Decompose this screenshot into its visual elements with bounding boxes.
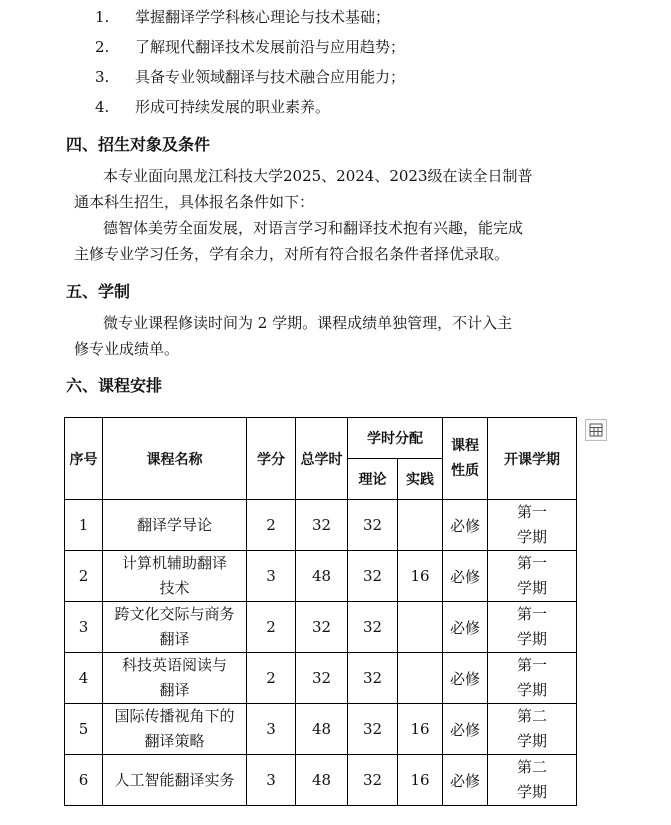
course-name-line: 翻译 xyxy=(159,630,190,648)
term-line: 第一 xyxy=(516,503,547,521)
cell-credit: 2 xyxy=(247,500,296,551)
header-nature-line: 性质 xyxy=(451,462,479,479)
cell-total-hours: 48 xyxy=(296,704,348,755)
cell-total-hours: 32 xyxy=(296,653,348,704)
duration-text-line: 微专业课程修读时间为 2 学期。课程成绩单独管理，不计入主 xyxy=(103,314,513,332)
admission-text-line: 本专业面向黑龙江科技大学2025、2024、2023级在读全日制普 xyxy=(103,167,533,185)
term-line: 学期 xyxy=(516,528,547,546)
course-name-line: 人工智能翻译实务 xyxy=(114,770,235,789)
goal-number: 1. xyxy=(95,8,110,26)
term-line: 第二 xyxy=(516,707,547,725)
goal-item xyxy=(95,97,330,117)
goal-item xyxy=(95,67,405,87)
cell-course-name xyxy=(103,500,247,551)
cell-nature: 必修 xyxy=(443,500,488,551)
cell-theory: 32 xyxy=(348,653,398,704)
cell-total-hours: 48 xyxy=(296,755,348,806)
goal-number: 4. xyxy=(95,98,110,116)
cell-credit: 2 xyxy=(247,602,296,653)
header-theory: 理论 xyxy=(348,459,398,500)
cell-term xyxy=(488,653,577,704)
cell-practice: 16 xyxy=(398,755,443,806)
cell-nature: 必修 xyxy=(443,602,488,653)
term-line: 学期 xyxy=(516,630,547,648)
table-row xyxy=(65,704,577,755)
table-row xyxy=(65,755,577,806)
goal-text: 具备专业领域翻译与技术融合应用能力； xyxy=(135,68,406,86)
cell-theory: 32 xyxy=(348,500,398,551)
course-table xyxy=(64,417,577,806)
duration-text-line: 修专业成绩单。 xyxy=(74,340,180,358)
cell-nature: 必修 xyxy=(443,755,488,806)
admission-text-line: 德智体美劳全面发展，对语言学习和翻译技术抱有兴趣，能完成 xyxy=(103,219,524,237)
header-total-hours: 总学时 xyxy=(296,418,348,500)
term-line: 第一 xyxy=(516,656,547,674)
header-practice: 实践 xyxy=(398,459,443,500)
cell-course-name xyxy=(103,755,247,806)
section-heading-duration: 五、学制 xyxy=(66,282,131,301)
cell-theory: 32 xyxy=(348,704,398,755)
course-name-line: 技术 xyxy=(159,579,190,597)
cell-credit: 3 xyxy=(247,551,296,602)
header-hours-distribution: 学时分配 xyxy=(348,418,443,459)
header-credit: 学分 xyxy=(247,418,296,500)
cell-credit: 2 xyxy=(247,653,296,704)
section-heading-admission: 四、招生对象及条件 xyxy=(66,135,211,154)
table-row xyxy=(65,602,577,653)
cell-no: 2 xyxy=(65,551,103,602)
table-row xyxy=(65,500,577,551)
term-line: 学期 xyxy=(516,732,547,750)
course-name-line: 跨文化交际与商务 xyxy=(114,605,235,623)
goal-text: 了解现代翻译技术发展前沿与应用趋势； xyxy=(135,38,406,56)
cell-credit: 3 xyxy=(247,755,296,806)
header-term: 开课学期 xyxy=(488,418,577,500)
course-name-line: 翻译学导论 xyxy=(136,515,212,534)
cell-term xyxy=(488,551,577,602)
goal-item xyxy=(95,37,405,57)
goal-number: 2. xyxy=(95,38,110,56)
term-line: 学期 xyxy=(516,681,547,699)
cell-no: 6 xyxy=(65,755,103,806)
cell-term xyxy=(488,500,577,551)
cell-practice: 16 xyxy=(398,551,443,602)
cell-no: 4 xyxy=(65,653,103,704)
course-name-line: 翻译 xyxy=(159,681,190,699)
goal-text: 形成可持续发展的职业素养。 xyxy=(135,98,331,116)
cell-course-name xyxy=(103,551,247,602)
cell-course-name xyxy=(103,602,247,653)
cell-nature: 必修 xyxy=(443,653,488,704)
section-heading-courses: 六、课程安排 xyxy=(66,376,163,395)
cell-theory: 32 xyxy=(348,551,398,602)
header-no: 序号 xyxy=(65,418,103,500)
table-row xyxy=(65,653,577,704)
cell-course-name xyxy=(103,704,247,755)
term-line: 学期 xyxy=(516,783,547,801)
table-row xyxy=(65,551,577,602)
cell-nature: 必修 xyxy=(443,551,488,602)
term-line: 第一 xyxy=(516,554,547,572)
cell-credit: 3 xyxy=(247,704,296,755)
cell-theory: 32 xyxy=(348,755,398,806)
header-nature-line: 课程 xyxy=(451,437,479,454)
header-course-nature xyxy=(443,418,488,500)
cell-term xyxy=(488,704,577,755)
admission-text-line: 主修专业学习任务，学有余力，对所有符合报名条件者择优录取。 xyxy=(74,245,510,263)
cell-total-hours: 48 xyxy=(296,551,348,602)
cell-no: 1 xyxy=(65,500,103,551)
cell-theory: 32 xyxy=(348,602,398,653)
cell-practice xyxy=(398,653,443,704)
goal-item xyxy=(95,7,390,27)
cell-no: 5 xyxy=(65,704,103,755)
cell-term xyxy=(488,602,577,653)
course-name-line: 计算机辅助翻译 xyxy=(121,554,227,572)
cell-total-hours: 32 xyxy=(296,500,348,551)
goal-number: 3. xyxy=(95,68,110,86)
cell-nature: 必修 xyxy=(443,704,488,755)
course-name-line: 翻译策略 xyxy=(144,732,205,750)
cell-course-name xyxy=(103,653,247,704)
header-course-name: 课程名称 xyxy=(103,418,247,500)
admission-text-line: 通本科生招生，具体报名条件如下： xyxy=(74,193,315,211)
cell-practice xyxy=(398,602,443,653)
cell-practice xyxy=(398,500,443,551)
cell-no: 3 xyxy=(65,602,103,653)
course-name-line: 国际传播视角下的 xyxy=(114,707,235,725)
term-line: 学期 xyxy=(516,579,547,597)
goal-text: 掌握翻译学学科核心理论与技术基础； xyxy=(135,8,391,26)
course-name-line: 科技英语阅读与 xyxy=(121,656,227,674)
cell-term xyxy=(488,755,577,806)
table-select-icon[interactable] xyxy=(585,419,607,441)
term-line: 第一 xyxy=(516,605,547,623)
cell-total-hours: 32 xyxy=(296,602,348,653)
cell-practice: 16 xyxy=(398,704,443,755)
term-line: 第二 xyxy=(516,758,547,776)
